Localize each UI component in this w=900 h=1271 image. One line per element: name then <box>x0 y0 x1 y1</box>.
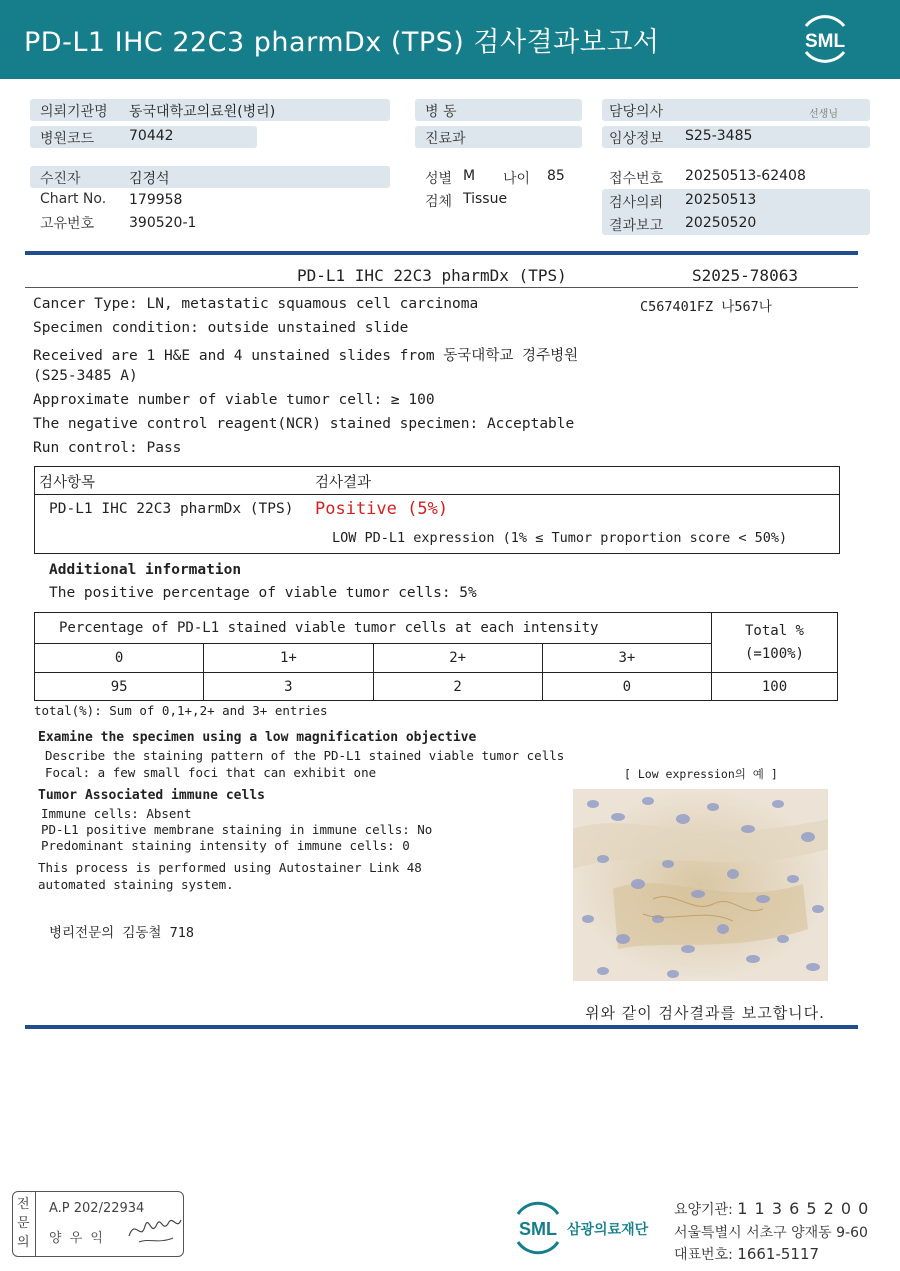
examine-line: Describe the staining pattern of the PD-L1 stained viable tumor cells <box>45 748 565 763</box>
result-item: PD-L1 IHC 22C3 pharmDx (TPS) <box>49 501 294 517</box>
test-title: PD-L1 IHC 22C3 pharmDx (TPS) <box>297 266 567 285</box>
intensity-value: 0 <box>542 673 711 701</box>
report-line: (S25-3485 A) <box>33 368 138 384</box>
bottom-rule <box>25 1025 858 1029</box>
hospital-code-value: 70442 <box>129 128 174 144</box>
intensity-level: 3+ <box>542 644 711 673</box>
phone-label: 대표번호: <box>674 1247 733 1263</box>
svg-text:SML: SML <box>519 1219 557 1239</box>
specimen-label: 검체 <box>425 194 453 210</box>
title-underline <box>25 287 858 288</box>
clinical-label: 임상정보 <box>609 131 664 147</box>
examine-title: Examine the specimen using a low magnification objective <box>38 730 477 745</box>
result-col-result: 검사결과 <box>315 475 372 491</box>
sex-value: M <box>463 168 476 184</box>
report-date-value: 20250520 <box>685 215 757 231</box>
sml-logo <box>796 12 854 66</box>
phone-line <box>674 1244 819 1264</box>
immune-line: Immune cells: Absent <box>41 806 192 821</box>
total-label-1: Total % <box>744 623 804 640</box>
closing-statement: 위와 같이 검사결과를 보고합니다. <box>585 1004 825 1022</box>
dept-label: 진료과 <box>425 131 466 147</box>
inst-label: 요양기관: <box>674 1202 733 1218</box>
total-note: total(%): Sum of 0,1+,2+ and 3+ entries <box>34 703 328 718</box>
report-header <box>0 0 900 79</box>
report-title: PD-L1 IHC 22C3 pharmDx (TPS) 검사결과보고서 <box>24 27 660 58</box>
receipt-label: 접수번호 <box>609 171 664 187</box>
stamp-char: 문 <box>17 1216 30 1231</box>
intensity-total: 100 <box>712 673 838 701</box>
institution-value: 동국대학교의료원(병리) <box>129 104 276 120</box>
report-date-label: 결과보고 <box>609 218 664 234</box>
report-number: S2025-78063 <box>692 266 798 285</box>
request-label: 검사의뢰 <box>609 195 664 211</box>
stamp-char: 전 <box>17 1197 30 1212</box>
signer-name: 양 우 익 <box>49 1231 105 1246</box>
phone-number: 1661-5117 <box>737 1245 820 1263</box>
address: 서울특별시 서초구 양재동 9-60 <box>674 1225 868 1241</box>
svg-text:SML: SML <box>804 31 846 52</box>
pathologist: 병리전문의 김동철 718 <box>49 925 194 941</box>
total-label-2: (=100%) <box>744 645 804 662</box>
result-col-item: 검사항목 <box>39 475 96 491</box>
uid-value: 390520-1 <box>129 215 197 231</box>
receipt-value: 20250513-62408 <box>685 168 806 184</box>
report-line: Run control: Pass <box>33 440 182 456</box>
signature-stamp <box>12 1191 184 1257</box>
uid-label: 고유번호 <box>40 216 95 232</box>
stamp-divider <box>35 1192 36 1256</box>
intensity-level: 1+ <box>204 644 373 673</box>
specimen-value: Tissue <box>463 191 508 207</box>
image-caption: [ Low expression의 예 ] <box>624 767 778 781</box>
immune-title: Tumor Associated immune cells <box>38 788 265 803</box>
age-value: 85 <box>547 168 565 184</box>
additional-title: Additional information <box>49 562 242 578</box>
report-line: Specimen condition: outside unstained slide <box>33 320 409 336</box>
ward-label: 병 동 <box>425 104 457 120</box>
ap-number: A.P 202/22934 <box>49 1201 145 1216</box>
histology-image <box>573 789 828 981</box>
sml-footer-logo <box>510 1200 566 1256</box>
immune-line: PD-L1 positive membrane staining in immune cells: No <box>41 822 433 837</box>
report-line: Approximate number of viable tumor cell: ≥ 100 <box>33 392 435 408</box>
report-line: The negative control reagent(NCR) stained specimen: Acceptable <box>33 416 575 432</box>
inst-number: 1 1 3 6 5 2 0 0 <box>737 1199 870 1218</box>
additional-text: The positive percentage of viable tumor cells: 5% <box>49 585 477 601</box>
report-line: Received are 1 H&E and 4 unstained slides from 동국대학교 경주병원 <box>33 348 579 364</box>
hospital-code-label: 병원코드 <box>40 131 95 147</box>
result-value: Positive (5%) <box>315 499 449 519</box>
patient-value: 김경석 <box>129 171 170 187</box>
intensity-value: 2 <box>373 673 542 701</box>
doctor-label: 담당의사 <box>609 104 664 120</box>
report-line: Cancer Type: LN, metastatic squamous cell carcinoma <box>33 296 479 312</box>
clinical-value: S25-3485 <box>685 128 753 144</box>
result-table-divider <box>35 494 839 495</box>
result-table <box>34 466 840 554</box>
result-note: LOW PD-L1 expression (1% ≤ Tumor proportion score < 50%) <box>332 530 788 546</box>
intensity-value: 95 <box>35 673 204 701</box>
sex-label: 성별 <box>425 171 453 187</box>
process-line: automated staining system. <box>38 877 234 892</box>
top-rule <box>25 251 858 255</box>
chart-label: Chart No. <box>40 191 107 207</box>
patient-pill <box>30 166 390 188</box>
stamp-chars <box>17 1195 30 1252</box>
intensity-header: Percentage of PD-L1 stained viable tumor cells at each intensity <box>35 613 712 644</box>
intensity-level: 2+ <box>373 644 542 673</box>
intensity-level: 0 <box>35 644 204 673</box>
request-value: 20250513 <box>685 192 757 208</box>
block-code: C567401FZ 나567나 <box>640 299 772 315</box>
org-name: 삼광의료재단 <box>567 1222 649 1238</box>
chart-value: 179958 <box>129 192 183 208</box>
examine-line: Focal: a few small foci that can exhibit one <box>45 765 377 780</box>
patient-label: 수진자 <box>40 171 81 187</box>
immune-line: Predominant staining intensity of immune cells: 0 <box>41 838 410 853</box>
stamp-char: 의 <box>17 1235 30 1250</box>
institution-label: 의뢰기관명 <box>40 104 108 120</box>
process-line: This process is performed using Autostainer Link 48 <box>38 860 422 875</box>
age-label: 나이 <box>503 171 531 187</box>
signature-scribble <box>125 1208 183 1248</box>
doctor-suffix: 선생님 <box>809 109 838 120</box>
intensity-total-header <box>712 613 838 673</box>
intensity-value: 3 <box>204 673 373 701</box>
intensity-table <box>34 612 838 701</box>
inst-line <box>674 1199 869 1219</box>
